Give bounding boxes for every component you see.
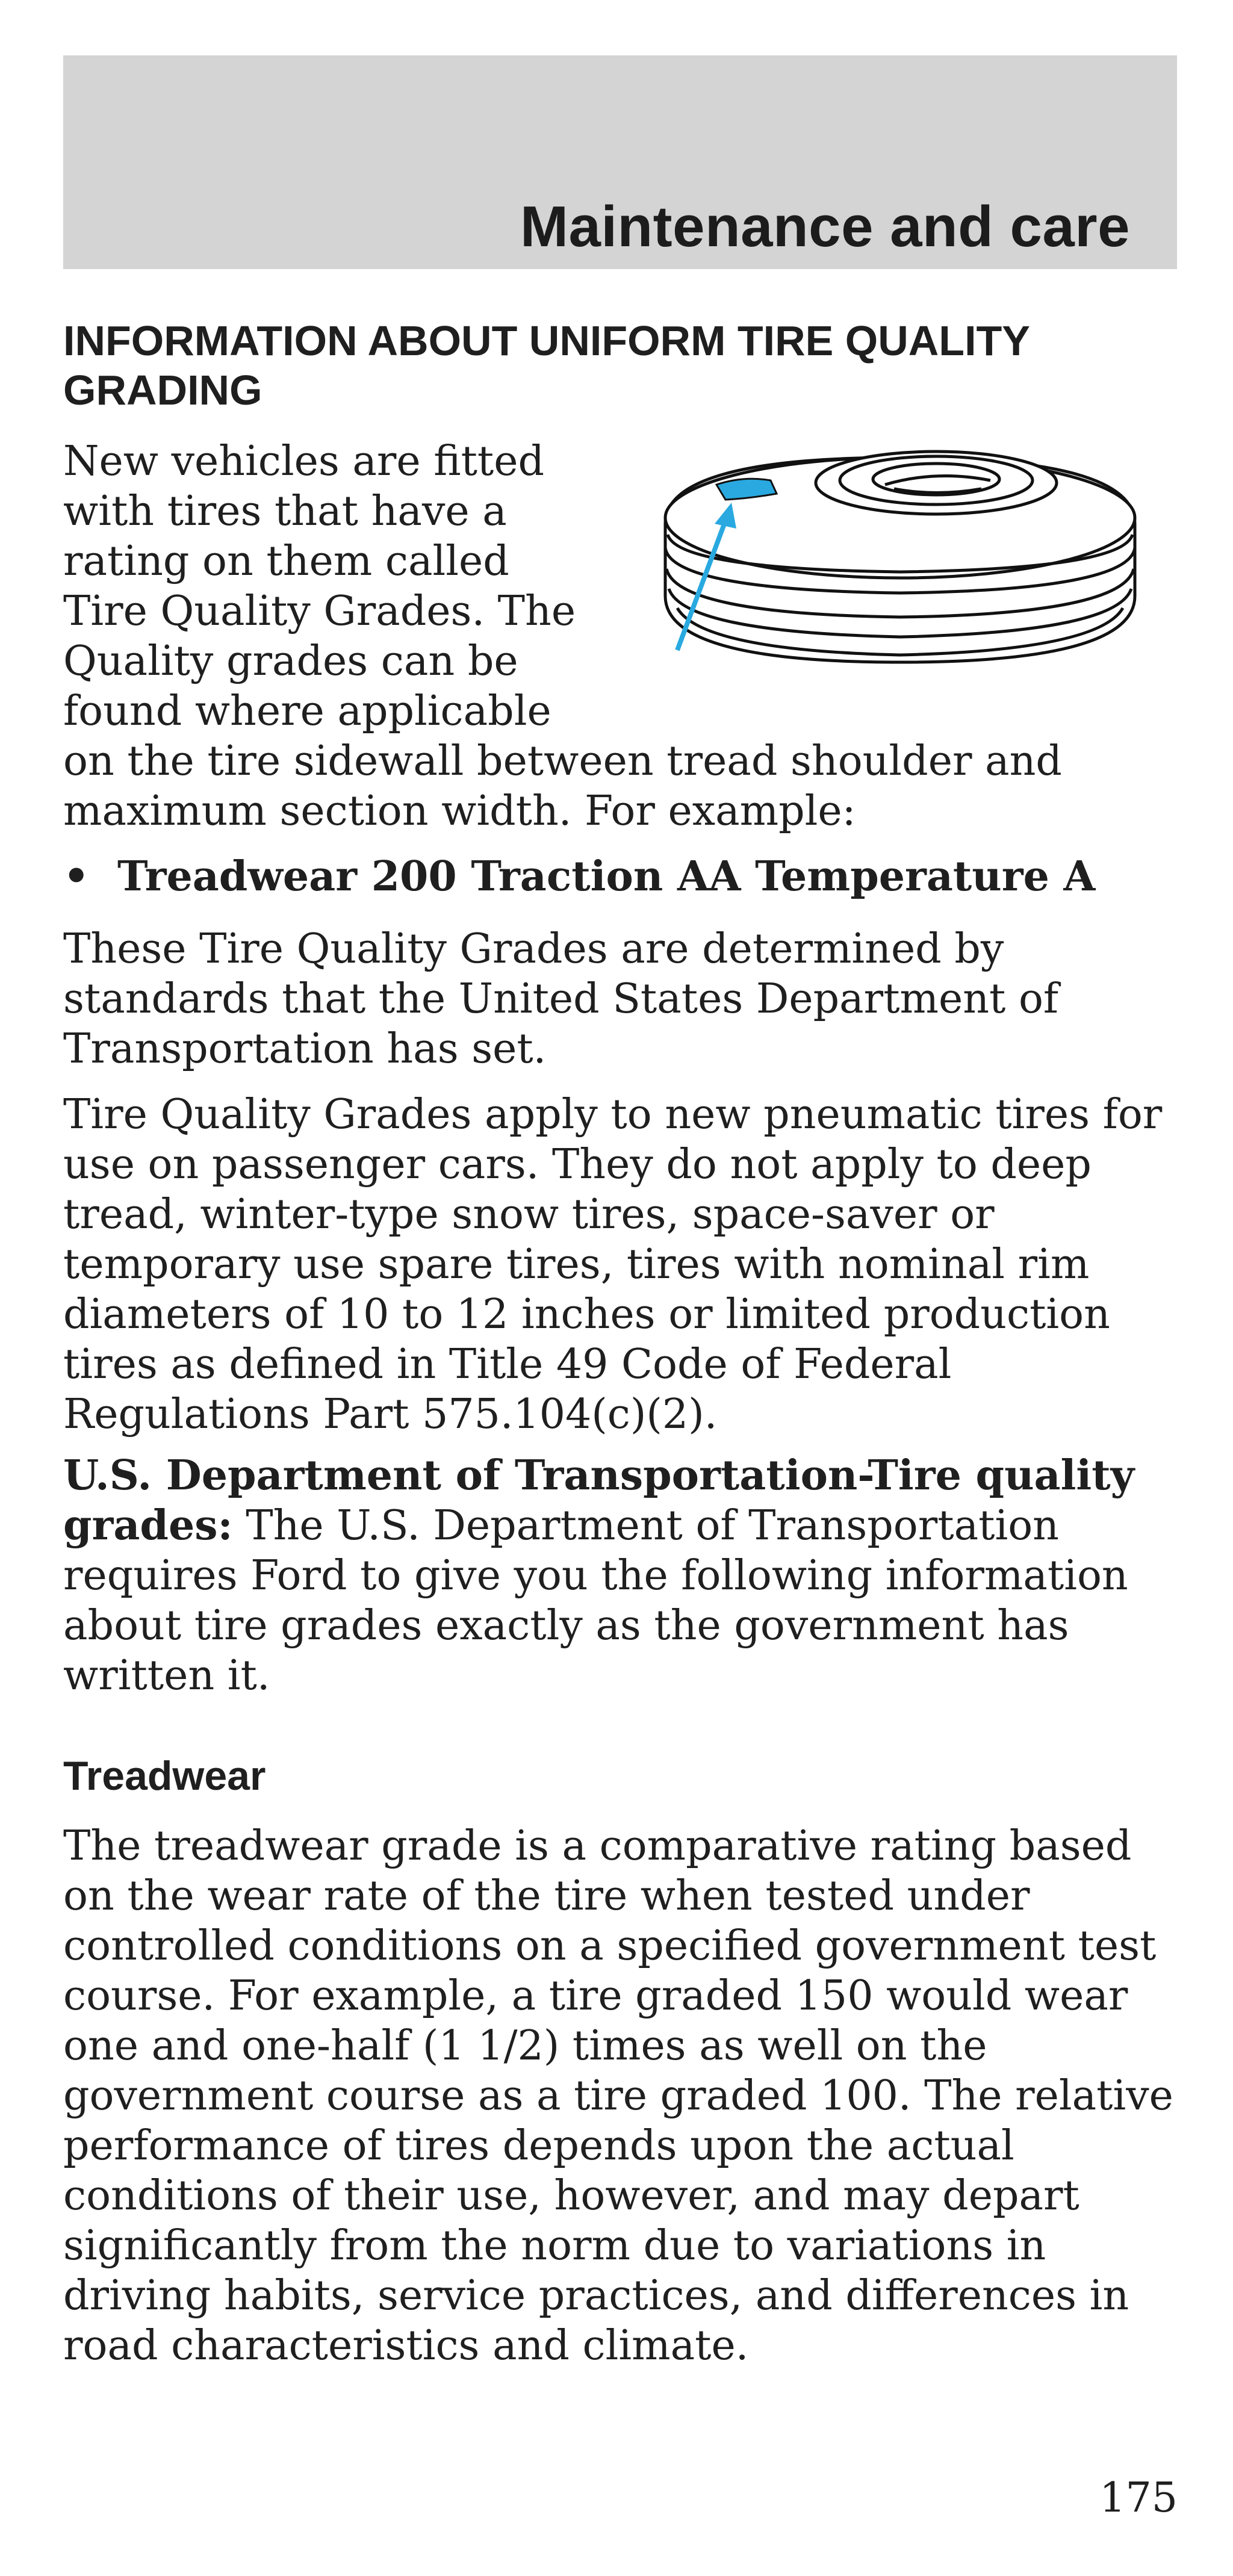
intro-paragraph: [63, 436, 1183, 836]
figure-space: [581, 436, 1183, 731]
intro-text: New vehicles are fitted with tires that have a rating on them called Tire Quality Grades. The Quality grades can be found where applicable on the tire sidewall between tread shoulder and maximum section width. For example:: [63, 438, 1062, 835]
dot-paragraph: [63, 1451, 1183, 1701]
applicability-paragraph: Tire Quality Grades apply to new pneumatic tires for use on passenger cars. They do not apply to deep tread, winter-type snow tires, space-saver or temporary use spare tires, tires with nominal rim diameters of 10 to 12 inches or limited production tires as defined in Title 49 Code of Federal Regulations Part 575.104(c)(2).: [63, 1091, 1163, 1438]
treadwear-paragraph: The treadwear grade is a comparative rating based on the wear rate of the tire when tested under controlled conditions on a specified government test course. For example, a tire graded 150 would wear one and one-half (1 1/2) times as well on the government course as a tire graded 100. The relative performance of tires depends upon the actual conditions of their use, however, and may depart significantly from the norm due to variations in driving habits, service practices, and differences in road characteristics and climate.: [63, 1822, 1173, 2370]
section-heading: INFORMATION ABOUT UNIFORM TIRE QUALITY GRADING: [63, 317, 1030, 414]
treadwear-heading: Treadwear: [63, 1753, 266, 1799]
grades-paragraph: These Tire Quality Grades are determined by standards that the United States Department of Transportation has set.: [63, 925, 1059, 1073]
dot-label: U.S. Department of Transportation-Tire quality grades:: [63, 1451, 1135, 1550]
page-header: [63, 55, 1177, 269]
dot-text: The U.S. Department of Transportation requires Ford to give you the following information about tire grades exactly as the government has written it.: [63, 1502, 1128, 1699]
bullet-text: Treadwear 200 Traction AA Temperature A: [117, 852, 1096, 901]
page-number: 175: [1099, 2474, 1178, 2522]
bullet-icon: •: [63, 852, 90, 901]
example-bullet: [63, 852, 1183, 902]
header-title: Maintenance and care: [520, 194, 1130, 259]
